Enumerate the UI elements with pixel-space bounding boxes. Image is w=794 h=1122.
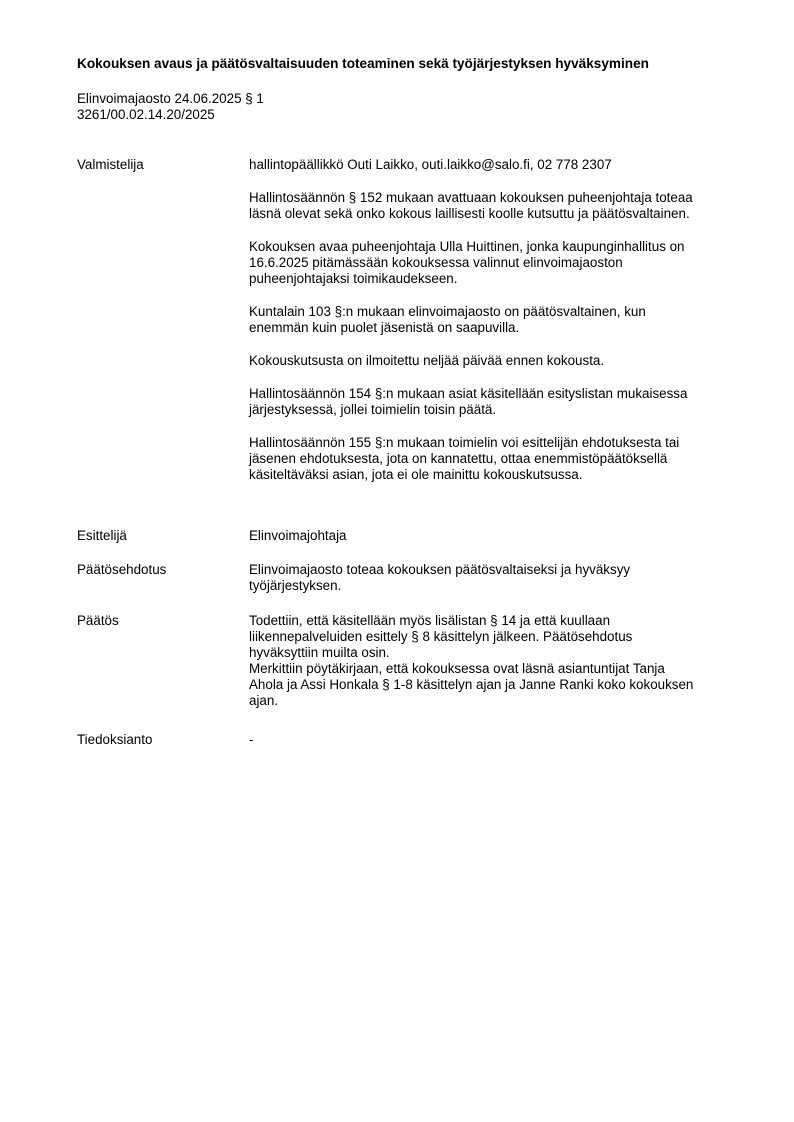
section-content <box>249 613 739 709</box>
section-content <box>249 528 739 544</box>
section-label: Esittelijä <box>77 528 127 543</box>
text-line: ajan. <box>249 693 279 708</box>
text-line: - <box>249 732 254 747</box>
section-content <box>249 732 739 748</box>
text-line: Elinvoimajaosto toteaa kokouksen päätösvaltaiseksi ja hyväksyy <box>249 562 631 577</box>
section-label: Päätös <box>77 613 119 628</box>
text-line: Kuntalain 103 §:n mukaan elinvoimajaosto on päätösvaltainen, kun <box>249 304 646 319</box>
paragraph <box>249 386 739 418</box>
section-content <box>249 562 739 594</box>
text-line: työjärjestyksen. <box>249 578 342 593</box>
text-line: enemmän kuin puolet jäsenistä on saapuvilla. <box>249 320 520 335</box>
text-line: Elinvoimajohtaja <box>249 528 347 543</box>
section-label: Valmistelija <box>77 157 144 172</box>
text-line: läsnä olevat sekä onko kokous laillisesti koolle kutsuttu ja päätösvaltainen. <box>249 206 690 221</box>
document-title: Kokouksen avaus ja päätösvaltaisuuden toteaminen sekä työjärjestyksen hyväksyminen <box>77 56 649 71</box>
text-line: 16.6.2025 pitämässään kokouksessa valinnut elinvoimajaoston <box>249 255 623 270</box>
paragraph <box>249 239 739 287</box>
text-line: puheenjohtajaksi toimikaudekseen. <box>249 271 458 286</box>
record-number: 3261/00.02.14.20/2025 <box>77 107 215 122</box>
paragraph <box>249 157 739 173</box>
text-line: Ahola ja Assi Honkala § 1-8 käsittelyn ajan ja Janne Ranki koko kokouksen <box>249 677 694 692</box>
meeting-reference: Elinvoimajaosto 24.06.2025 § 1 <box>77 91 264 106</box>
paragraph <box>249 353 739 369</box>
paragraph <box>249 190 739 222</box>
text-line: Kokouskutsusta on ilmoitettu neljää päivää ennen kokousta. <box>249 353 605 368</box>
section-label: Päätösehdotus <box>77 562 167 577</box>
section-label: Tiedoksianto <box>77 732 153 747</box>
text-line: Merkittiin pöytäkirjaan, että kokouksessa ovat läsnä asiantuntijat Tanja <box>249 661 665 676</box>
paragraph <box>249 435 739 483</box>
text-line: Hallintosäännön 155 §:n mukaan toimielin voi esittelijän ehdotuksesta tai <box>249 435 680 450</box>
text-line: Hallintosäännön 154 §:n mukaan asiat käsitellään esityslistan mukaisessa <box>249 386 688 401</box>
text-line: Kokouksen avaa puheenjohtaja Ulla Huittinen, jonka kaupunginhallitus on <box>249 239 685 254</box>
text-line: Todettiin, että käsitellään myös lisälistan § 14 ja että kuullaan <box>249 613 611 628</box>
meeting-meta <box>77 91 264 123</box>
text-line: hallintopäällikkö Outi Laikko, outi.laikko@salo.fi, 02 778 2307 <box>249 157 612 172</box>
text-line: järjestyksessä, jollei toimielin toisin päätä. <box>249 402 497 417</box>
text-line: jäsenen ehdotuksesta, jota on kannatettu, ottaa enemmistöpäätöksellä <box>249 451 668 466</box>
text-line: hyväksyttiin muilta osin. <box>249 645 390 660</box>
text-line: Hallintosäännön § 152 mukaan avattuaan kokouksen puheenjohtaja toteaa <box>249 190 693 205</box>
text-line: käsiteltäväksi asian, jota ei ole mainittu kokouskutsussa. <box>249 467 583 482</box>
paragraph <box>249 304 739 336</box>
section-content <box>249 157 739 483</box>
text-line: liikennepalveluiden esittely § 8 käsittelyn jälkeen. Päätösehdotus <box>249 629 633 644</box>
